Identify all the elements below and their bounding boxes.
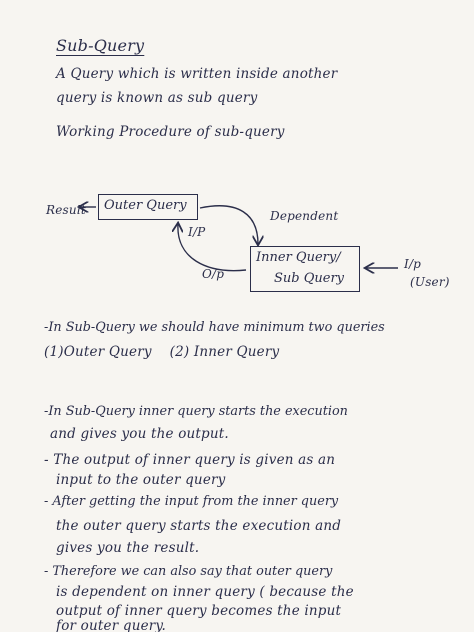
outer-query-label: Outer Query bbox=[104, 198, 187, 213]
user-label: (User) bbox=[410, 275, 450, 289]
ip-label-right: I/p bbox=[404, 257, 422, 271]
procedure-heading: Working Procedure of sub-query bbox=[56, 124, 285, 140]
op-label: O/p bbox=[202, 267, 225, 281]
point-line-7: gives you the result. bbox=[56, 540, 200, 556]
point-line-2: and gives you the output. bbox=[50, 426, 229, 442]
point-line-5: - After getting the input from the inner query bbox=[44, 494, 339, 509]
ip-label-left: I/P bbox=[188, 225, 206, 239]
point-line-4: input to the outer query bbox=[56, 472, 226, 488]
inner-query-line-1: Inner Query/ bbox=[256, 250, 341, 265]
page-title: Sub-Query bbox=[56, 36, 145, 55]
result-label: Result bbox=[46, 203, 86, 217]
dependent-label: Dependent bbox=[270, 209, 339, 223]
point-min-queries: -In Sub-Query we should have minimum two queries bbox=[44, 320, 385, 335]
point-line-9: is dependent on inner query ( because the bbox=[56, 584, 354, 600]
point-line-6: the outer query starts the execution and bbox=[56, 518, 342, 534]
dependent-arrow bbox=[200, 206, 258, 244]
point-line-10: output of inner query becomes the input bbox=[56, 603, 342, 619]
point-line-1: -In Sub-Query inner query starts the execution bbox=[44, 404, 348, 419]
definition-line-1: A Query which is written inside another bbox=[56, 66, 338, 82]
point-query-types: (1)Outer Query (2) Inner Query bbox=[44, 344, 280, 360]
definition-line-2: query is known as sub query bbox=[56, 90, 258, 106]
point-line-11: for outer query. bbox=[56, 618, 166, 632]
point-line-8: - Therefore we can also say that outer query bbox=[44, 564, 333, 579]
inner-query-line-2: Sub Query bbox=[274, 271, 345, 286]
point-line-3: - The output of inner query is given as an bbox=[44, 452, 336, 468]
